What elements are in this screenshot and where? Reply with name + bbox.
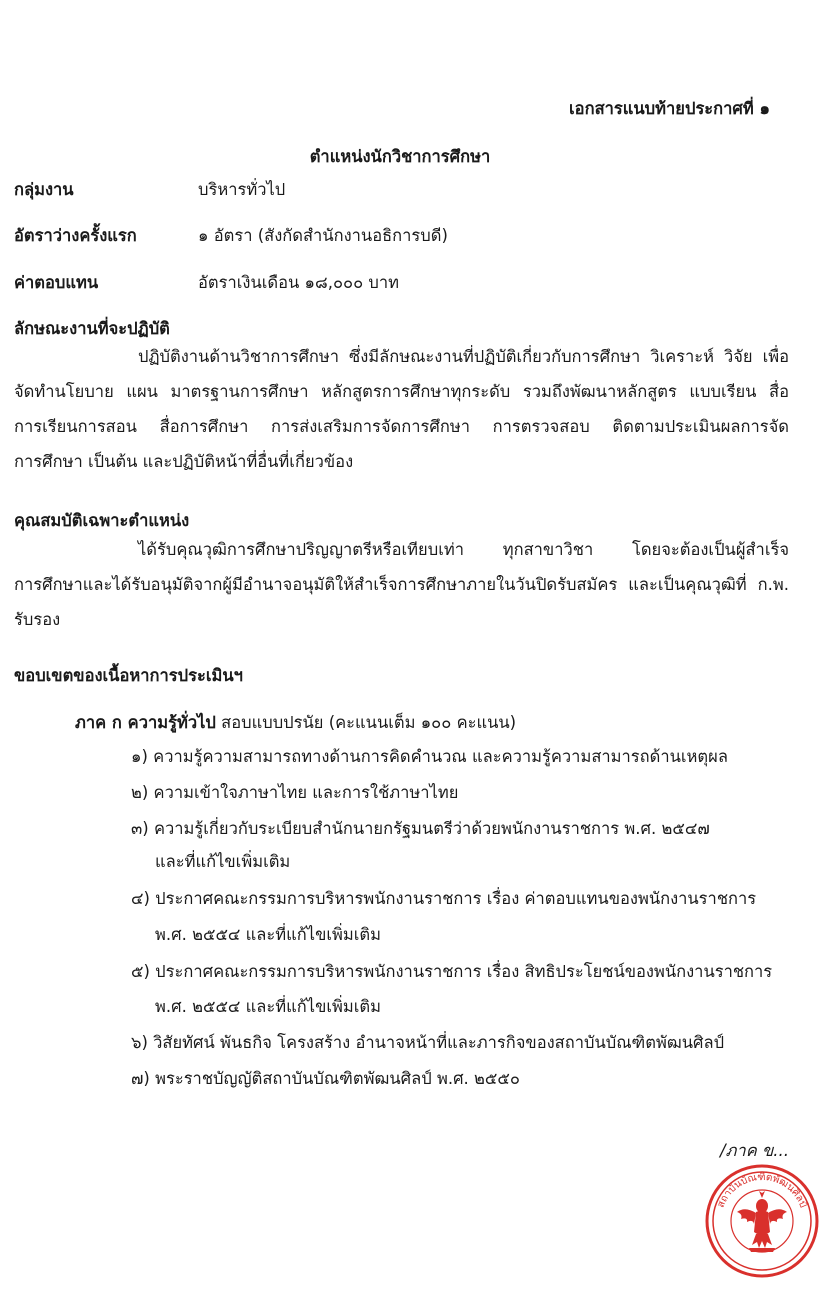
section-heading-qualifications: คุณสมบัติเฉพาะตำแหน่ง <box>14 511 190 530</box>
scope-item-2: ๒) ความเข้าใจภาษาไทย และการใช้ภาษาไทย <box>131 783 459 802</box>
qualifications-paragraph <box>14 532 789 637</box>
scope-item-1: ๑) ความรู้ความสามารถทางด้านการคิดคำนวณ และความรู้ความสามารถด้านเหตุผล <box>131 747 728 766</box>
part-a-description: สอบแบบปรนัย (คะแนนเต็ม ๑๐๐ คะแนน) <box>221 713 517 732</box>
seal-text: สถาบันบัณฑิตพัฒนศิลป์ <box>715 1171 809 1210</box>
section-heading-scope: ขอบเขตของเนื้อหาการประเมินฯ <box>14 666 243 685</box>
scope-item-4: ๔) ประกาศคณะกรรมการบริหารพนักงานราชการ เรื่อง ค่าตอบแทนของพนักงานราชการ <box>131 889 757 908</box>
part-a-label: ภาค ก ความรู้ทั่วไป <box>75 713 216 732</box>
section-heading-job-description: ลักษณะงานที่จะปฏิบัติ <box>14 319 170 338</box>
part-a-line <box>75 712 516 734</box>
scope-item-5-continuation: พ.ศ. ๒๕๕๔ และที่แก้ไขเพิ่มเติม <box>155 997 381 1016</box>
document-title: ตำแหน่งนักวิชาการศึกษา <box>309 147 491 166</box>
annex-reference: เอกสารแนบท้ายประกาศที่ ๑ <box>569 99 770 118</box>
field-value-compensation: อัตราเงินเดือน ๑๘,๐๐๐ บาท <box>198 273 400 292</box>
job-description-line: การเรียนการสอน สื่อการศึกษา การส่งเสริมการจัดการศึกษา การตรวจสอบ ติดตามประเมินผลการจัด <box>14 417 789 436</box>
field-value-vacancy: ๑ อัตรา (สังกัดสำนักงานอธิการบดี) <box>198 226 448 245</box>
field-label-compensation: ค่าตอบแทน <box>14 273 99 292</box>
scope-item-6: ๖) วิสัยทัศน์ พันธกิจ โครงสร้าง อำนาจหน้าที่และภารกิจของสถาบันบัณฑิตพัฒนศิลป์ <box>131 1033 725 1052</box>
scope-item-7: ๗) พระราชบัญญัติสถาบันบัณฑิตพัฒนศิลป์ พ.ศ. ๒๕๕๐ <box>131 1069 520 1088</box>
scope-item-3-continuation: และที่แก้ไขเพิ่มเติม <box>155 852 291 871</box>
continuation-marker: /ภาค ข... <box>720 1141 789 1160</box>
job-description-line: การศึกษา เป็นต้น และปฏิบัติหน้าที่อื่นที่เกี่ยวข้อง <box>14 452 354 471</box>
scope-item-4-continuation: พ.ศ. ๒๕๕๔ และที่แก้ไขเพิ่มเติม <box>155 925 381 944</box>
field-value-work-group: บริหารทั่วไป <box>198 180 286 199</box>
scope-item-5: ๕) ประกาศคณะกรรมการบริหารพนักงานราชการ เรื่อง สิทธิประโยชน์ของพนักงานราชการ <box>131 962 773 981</box>
institution-seal-icon <box>703 1162 821 1280</box>
qualifications-line: ได้รับคุณวุฒิการศึกษาปริญญาตรีหรือเทียบเท่า ทุกสาขาวิชา โดยจะต้องเป็นผู้สำเร็จ <box>138 540 789 559</box>
field-label-vacancy: อัตราว่างครั้งแรก <box>14 226 137 245</box>
job-description-line: จัดทำนโยบาย แผน มาตรฐานการศึกษา หลักสูตรการศึกษาทุกระดับ รวมถึงพัฒนาหลักสูตร แบบเรียน สื่อ <box>14 382 789 401</box>
job-description-paragraph <box>14 339 789 479</box>
field-label-work-group: กลุ่มงาน <box>14 180 74 199</box>
job-description-line: ปฏิบัติงานด้านวิชาการศึกษา ซึ่งมีลักษณะงานที่ปฏิบัติเกี่ยวกับการศึกษา วิเคราะห์ วิจัย เพื่อ <box>138 347 789 366</box>
qualifications-line: การศึกษาและได้รับอนุมัติจากผู้มีอำนาจอนุมัติให้สำเร็จการศึกษาภายในวันปิดรับสมัคร และเป็นคุณวุฒิที่ ก.พ. <box>14 575 789 594</box>
scope-item-3: ๓) ความรู้เกี่ยวกับระเบียบสำนักนายกรัฐมนตรีว่าด้วยพนักงานราชการ พ.ศ. ๒๕๔๗ <box>131 819 710 838</box>
qualifications-line: รับรอง <box>14 610 61 629</box>
